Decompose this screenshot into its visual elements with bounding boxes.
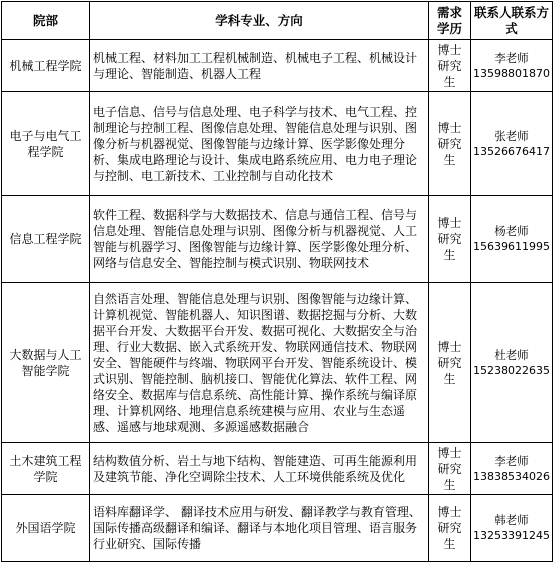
- contact-name: 杨老师: [494, 224, 529, 238]
- contact-phone: 15639611995: [473, 240, 550, 253]
- dept-cell: 电子与电气工程学院: [2, 92, 90, 196]
- header-dept: 院部: [2, 2, 90, 40]
- major-cell: 结构数值分析、岩土与地下结构、智能建造、可再生能源利用及建筑节能、净化空调除尘技术、人工环境供能系统及优化: [90, 443, 429, 495]
- major-cell: 机械工程、材料加工工程机械制造、机械电子工程、机械设计与理论、智能制造、机器人工程: [90, 40, 429, 92]
- contact-phone: 13838534026: [473, 469, 550, 483]
- edu-cell: 博士研究生: [429, 196, 471, 283]
- table-row: [2, 443, 553, 495]
- contact-cell: [471, 495, 553, 562]
- dept-cell: 信息工程学院: [2, 196, 90, 283]
- major-cell: 电子信息、信号与信息处理、电子科学与技术、电气工程、控制理论与控制工程、图像信息处理、智能信息处理与识别、图像分析与机器视觉、图像智能与边缘计算、医学影像处理分析、集成电路理论与设计、集成电路系统应用、电力电子理论与控制、电工新技术、工业控制与自动化技术: [90, 92, 429, 196]
- contact-cell: [471, 92, 553, 196]
- table-row: [2, 92, 553, 196]
- recruitment-table-container: [1, 1, 552, 561]
- header-major: 学科专业、方向: [90, 2, 429, 40]
- edu-cell: 博士研究生: [429, 40, 471, 92]
- table-row: [2, 283, 553, 443]
- contact-name: 李老师: [494, 453, 529, 468]
- contact-name: 杜老师: [494, 347, 529, 362]
- contact-cell: [471, 283, 553, 443]
- header-contact: 联系人联系方式: [471, 2, 553, 40]
- major-cell: 软件工程、数据科学与大数据技术、信息与通信工程、信号与信息处理、智能信息处理与识别、图像分析与机器视觉、人工智能与机器学习、图像智能与边缘计算、医学影像处理分析、网络与信息安全、智能控制与模式识别、物联网技术: [90, 196, 429, 283]
- contact-phone: 13598801870: [473, 66, 550, 80]
- dept-cell: 土木建筑工程学院: [2, 443, 90, 495]
- table-row: [2, 495, 553, 562]
- contact-name: 张老师: [494, 128, 529, 143]
- edu-cell: 博士研究生: [429, 443, 471, 495]
- contact-phone: 15238022635: [473, 363, 550, 377]
- contact-phone: 13253391245: [473, 529, 550, 542]
- contact-phone: 13526676417: [473, 144, 550, 158]
- edu-cell: 博士研究生: [429, 495, 471, 562]
- table-row: [2, 196, 553, 283]
- contact-cell: [471, 196, 553, 283]
- edu-cell: 博士研究生: [429, 92, 471, 196]
- edu-cell: 博士研究生: [429, 283, 471, 443]
- header-edu: 需求学历: [429, 2, 471, 40]
- dept-cell: 大数据与人工智能学院: [2, 283, 90, 443]
- major-cell: 自然语言处理、智能信息处理与识别、图像智能与边缘计算、计算机视觉、智能机器人、知识图谱、数据挖掘与分析、大数据平台开发、大数据平台开发、数据可视化、大数据安全与治理、行业大数据、嵌入式系统开发、物联网通信技术、物联网安全、智能硬件与终端、物联网平台开发、智能系统设计、模式识别、智能控制、脑机接口、智能优化算法、软件工程、网络安全、数据库与信息系统、高性能计算、操作系统与编译原理、计算机网络、地理信息系统建模与应用、农业与生态遥感、遥感与地球观测、多源遥感数据融合: [90, 283, 429, 443]
- contact-cell: [471, 40, 553, 92]
- major-cell: 语料库翻译学、 翻译技术应用与研发、翻译教学与教育管理、国际传播高级翻译和编译、翻译与本地化项目管理、语言服务行业研究、国际传播: [90, 495, 429, 562]
- contact-name: 韩老师: [494, 513, 529, 527]
- contact-name: 李老师: [494, 50, 529, 65]
- dept-cell: 机械工程学院: [2, 40, 90, 92]
- contact-cell: [471, 443, 553, 495]
- table-header-row: [2, 2, 553, 40]
- table-row: [2, 40, 553, 92]
- recruitment-table: [1, 1, 553, 562]
- dept-cell: 外国语学院: [2, 495, 90, 562]
